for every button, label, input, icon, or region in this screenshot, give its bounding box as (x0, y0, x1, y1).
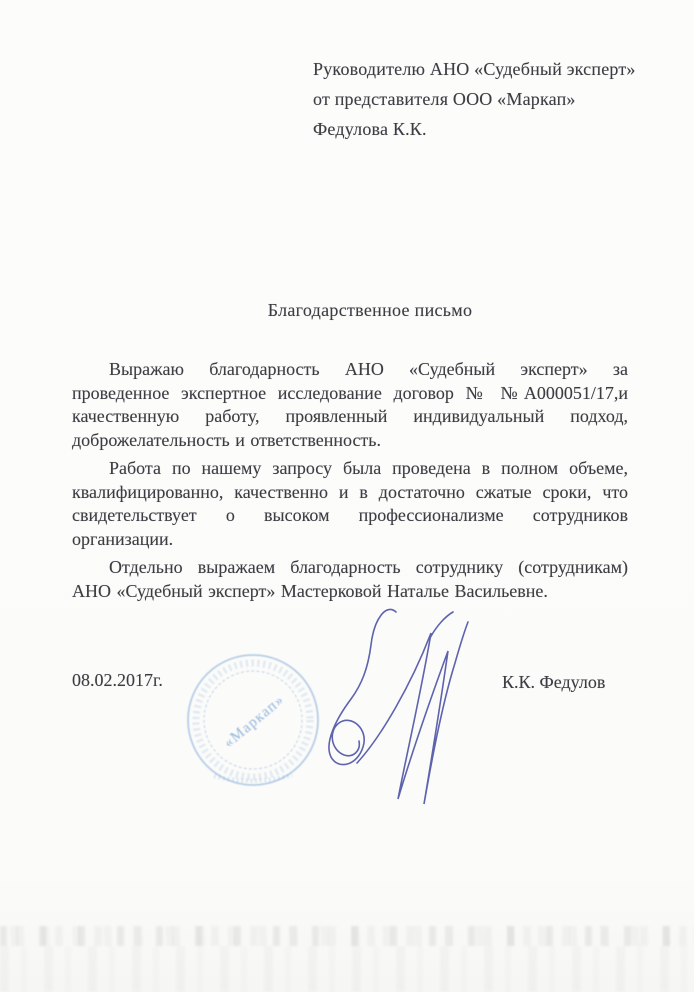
stamp-outer-ring (188, 655, 318, 785)
signature-stroke-hook-and-loops (329, 609, 396, 764)
scan-artifact-band (0, 926, 694, 946)
signature-stroke-tail (430, 612, 453, 638)
stamp-bottom-text-marks (214, 775, 292, 781)
date-text: 08.02.2017г. (72, 670, 163, 690)
stamp-rings (188, 655, 318, 785)
letter-body (72, 358, 628, 608)
paragraph-gratitude: Выражаю благодарность АНО «Судебный эксперт» за проведенное экспертное исследование договор № №А000051/17,и качественную работу, проявленный индивидуальный подход, доброжелательность и ответственность. (72, 359, 628, 450)
letter-title: Благодарственное письмо (267, 300, 473, 320)
stamp-text-band (196, 663, 310, 777)
signatory-name: К.К. Федулов (502, 672, 606, 692)
stamp-company-label: «Маркап» (220, 691, 288, 752)
sender-name-line: Федулова К.К. (313, 119, 427, 139)
paragraph-work-quality: Работа по нашему запросу была проведена в полном объеме, квалифицированно, качественно и в достаточно сжатые сроки, что свидетельствует о высоком профессионализме сотрудников организации. (72, 458, 628, 549)
signature-stroke-zigzag (357, 622, 468, 804)
sender-line: от представителя ООО «Маркап» (313, 89, 576, 109)
scan-artifact-faint (0, 946, 694, 992)
recipient-line: Руководителю АНО «Судебный эксперт» (313, 59, 636, 79)
paragraph-employee-thanks: Отдельно выражаем благодарность сотруднику (сотрудникам) АНО «Судебный эксперт» Мастерковой Наталье Васильевне. (72, 557, 628, 601)
letterhead (313, 54, 636, 144)
stamp-inner-ring (204, 671, 302, 769)
